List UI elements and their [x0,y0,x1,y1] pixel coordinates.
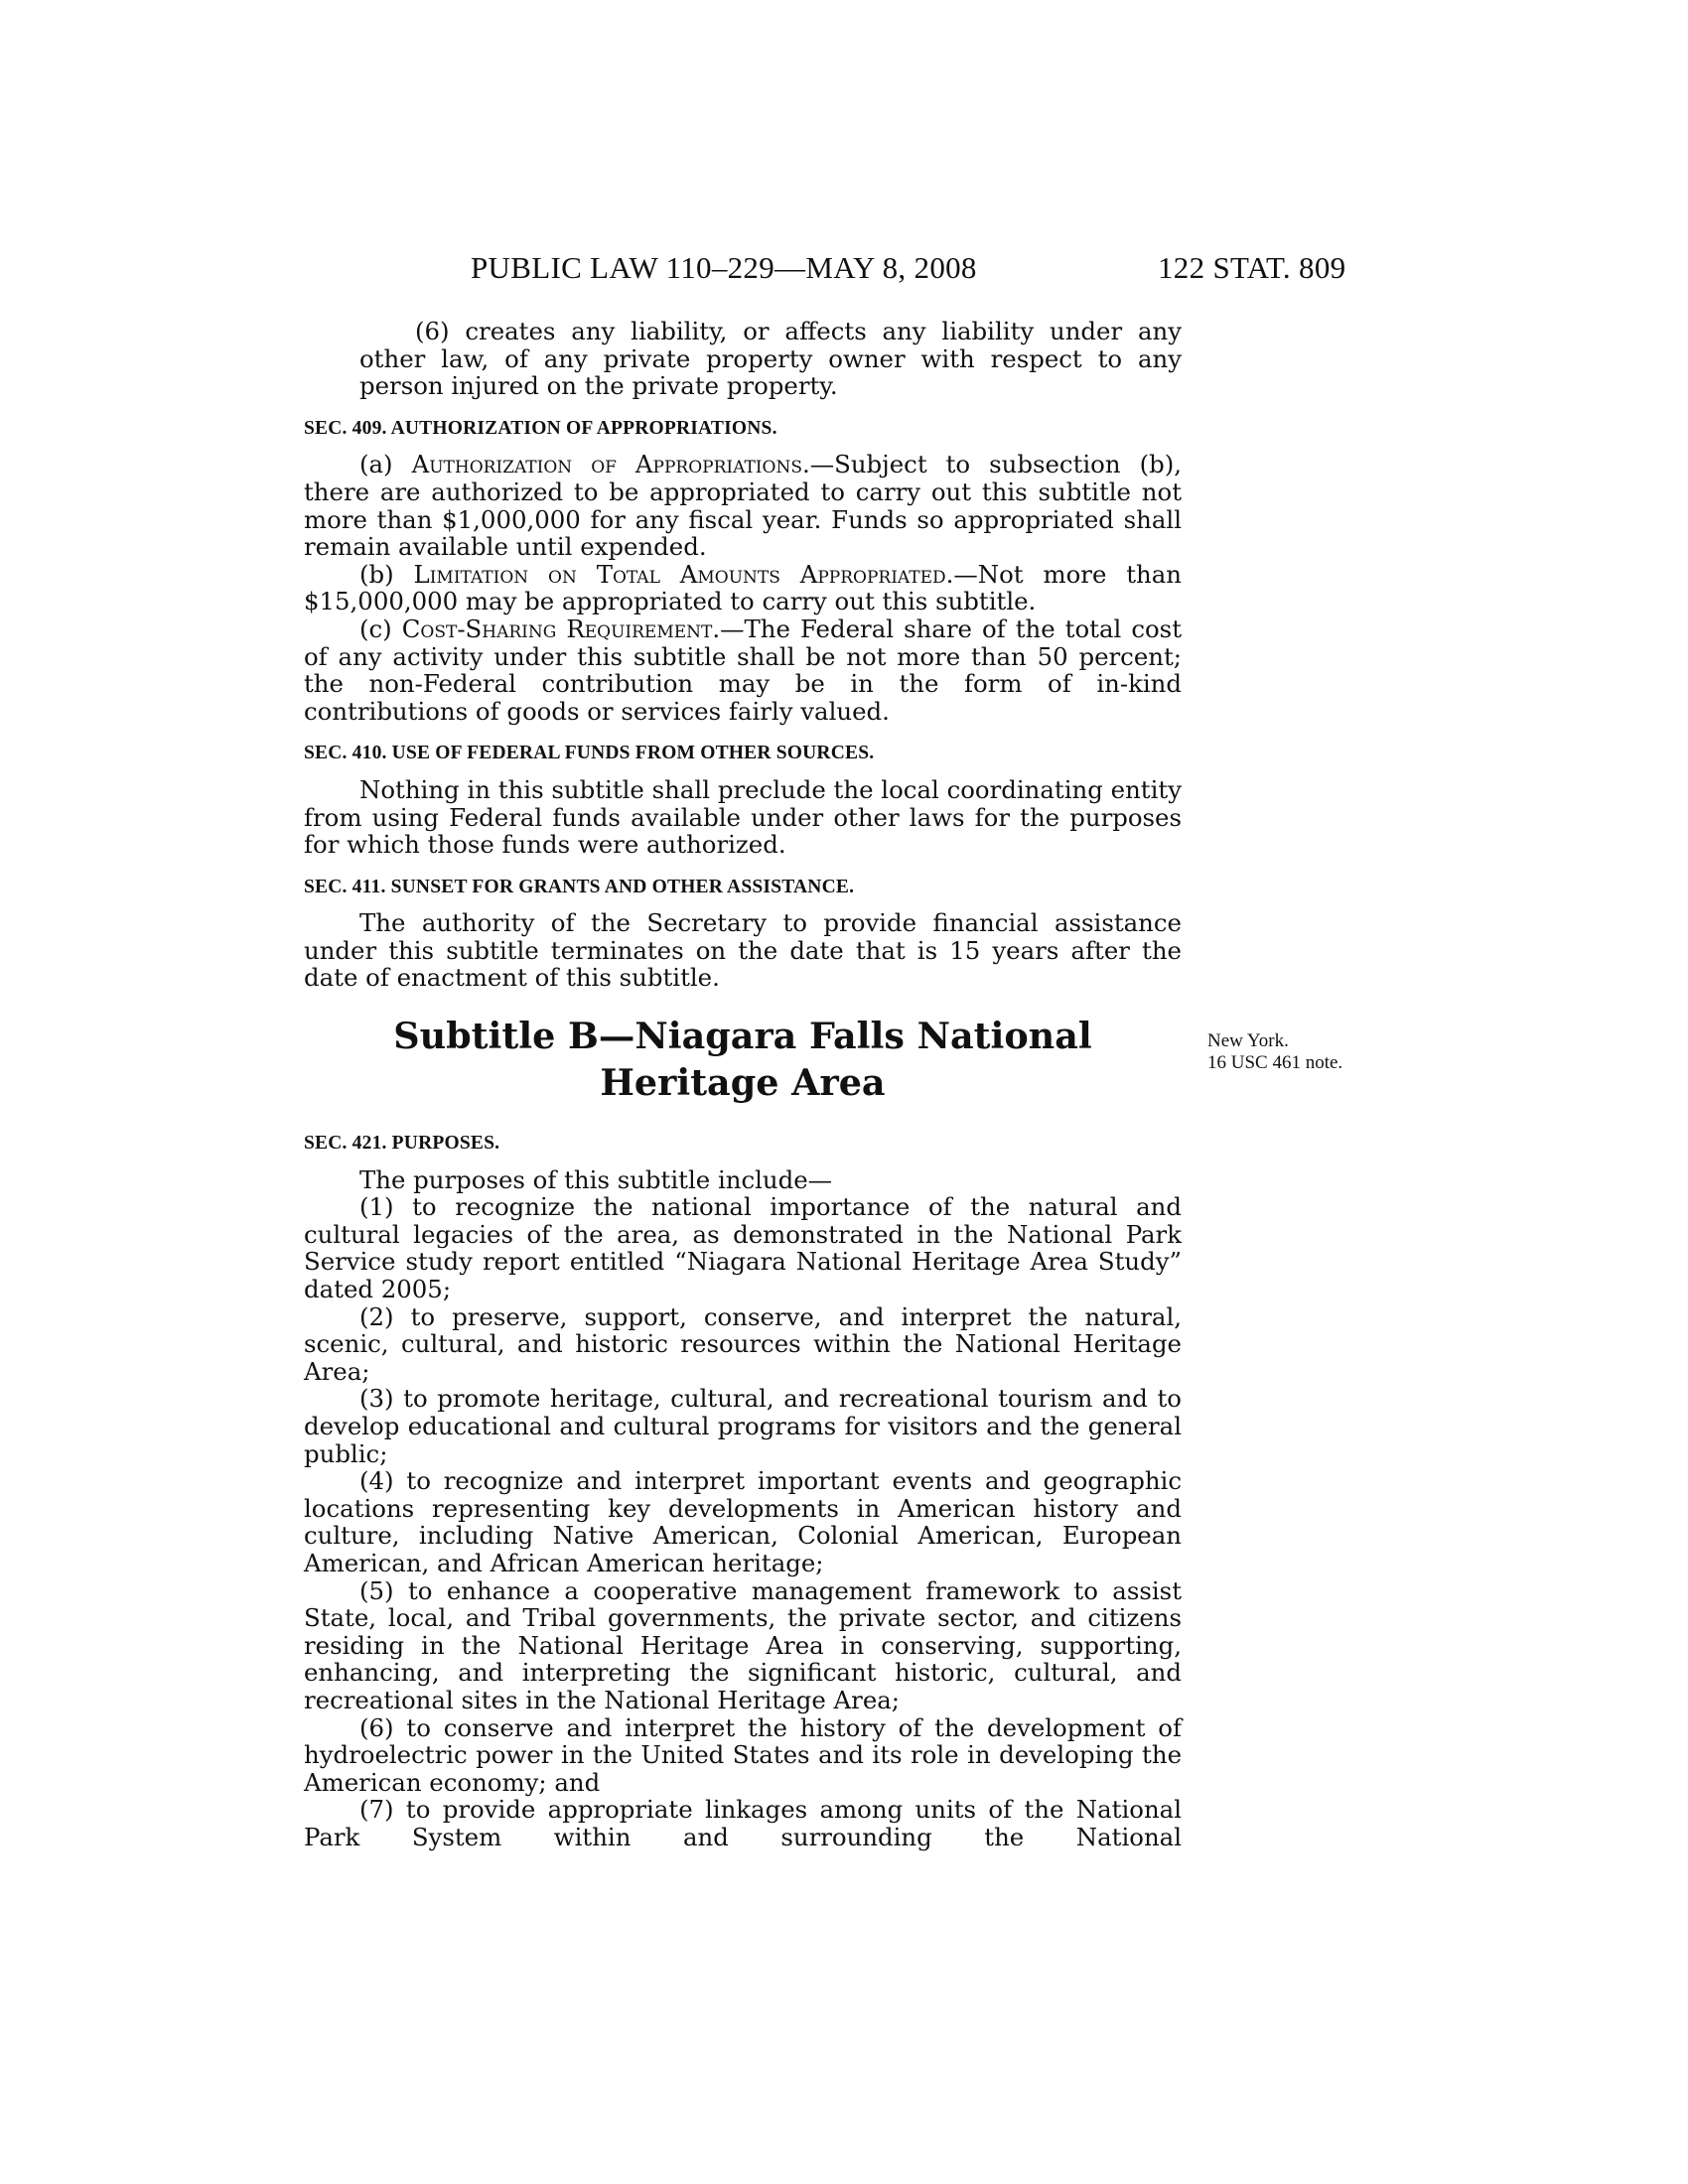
marginal-note [1207,1030,1342,1074]
sec-409-c-label: (c) [359,614,402,643]
subtitle-b-heading [304,1013,1182,1106]
sec-409-b-caption: Limitation on Total Amounts Appropriated [413,559,946,589]
purpose-item-2: (2) to preserve, support, conserve, and interpret the natural, scenic, cultural, and historic resources within the National Heritage Area; [304,1301,1182,1386]
sec-409-b-label: (b) [359,559,414,589]
subtitle-b-line-1: Subtitle B—Niagara Falls National [393,1015,1092,1058]
running-header-law-title: PUBLIC LAW 110–229—MAY 8, 2008 [471,250,977,285]
sec-409-a-text: .—Subject to subsection (b), there are authorized to be appropriated to carry out this subtitle not more than $1,000,000 for any fiscal year. Funds so appropriated shall remain available until expended. [304,450,1182,562]
purpose-item-6: (6) to conserve and interpret the history of the development of hydroelectric power in the United States and its role in developing the American economy; and [304,1712,1182,1797]
sec-409-subsection-b [304,561,1182,615]
sec-411-heading: SEC. 411. SUNSET FOR GRANTS AND OTHER ASSISTANCE. [304,876,855,897]
sec-409-a-caption: Authorization of Appropriations [411,450,802,479]
purpose-item-3: (3) to promote heritage, cultural, and recreational tourism and to develop educational and cultural programs for visitors and the general public; [304,1384,1182,1468]
purpose-item-5: (5) to enhance a cooperative management framework to assist State, local, and Tribal governments, the private sector, and citizens residing in the National Heritage Area in conserving, supporting, enhancing, and interpreting the significant historic, cultural, and recreational sites in the National Heritage Area; [304,1575,1182,1714]
marginal-note-citation: 16 USC 461 note. [1207,1052,1343,1073]
sec-410-text: Nothing in this subtitle shall preclude the local coordinating entity from using Federal funds available under other laws for the purposes for which those funds were authorized. [304,774,1182,860]
sec-409-c-caption: Cost-Sharing Requirement [401,614,713,643]
sec-409-subsection-a [304,451,1182,560]
sec-421-heading: SEC. 421. PURPOSES. [304,1133,500,1155]
continued-item-6: (6) creates any liability, or affects any liability under any other law, of any private property owner with respect to any person injured on the private property. [359,317,1182,401]
purpose-item-1: (1) to recognize the national importance of the natural and cultural legacies of the area, as demonstrated in the National Park Service study report entitled “Niagara National Heritage Area Study” dated 2005; [304,1192,1182,1304]
sec-409-c-text: .—The Federal share of the total cost of any activity under this subtitle shall be not more than 50 percent; the non-Federal contribution may be in the form of in-kind contributions of goods or services fairly valued. [304,614,1182,726]
sec-409-heading: SEC. 409. AUTHORIZATION OF APPROPRIATIONS. [304,417,777,439]
sec-410-heading: SEC. 410. USE OF FEDERAL FUNDS FROM OTHER SOURCES. [304,743,875,764]
sec-409-subsection-c [304,615,1182,725]
subtitle-b-line-2: Heritage Area [600,1061,886,1105]
purpose-item-4: (4) to recognize and interpret important events and geographic locations representing key developments in American history and culture, including Native American, Colonial American, European American, and African American heritage; [304,1466,1182,1577]
marginal-note-state: New York. [1207,1030,1289,1051]
purpose-item-7: (7) to provide appropriate linkages among units of the National Park System within and surrounding the National [304,1795,1182,1851]
sec-409-b-text: .—Not more than $15,000,000 may be appropriated to carry out this subtitle. [304,559,1182,616]
body-text-column [304,318,1182,1851]
running-header-stat-page: 122 STAT. 809 [1158,250,1346,285]
sec-409-a-label: (a) [359,450,412,479]
sec-421-lead: The purposes of this subtitle include— [359,1164,833,1194]
sec-411-text: The authority of the Secretary to provide financial assistance under this subtitle terminates on the date that is 15 years after the date of enactment of this subtitle. [304,908,1182,993]
